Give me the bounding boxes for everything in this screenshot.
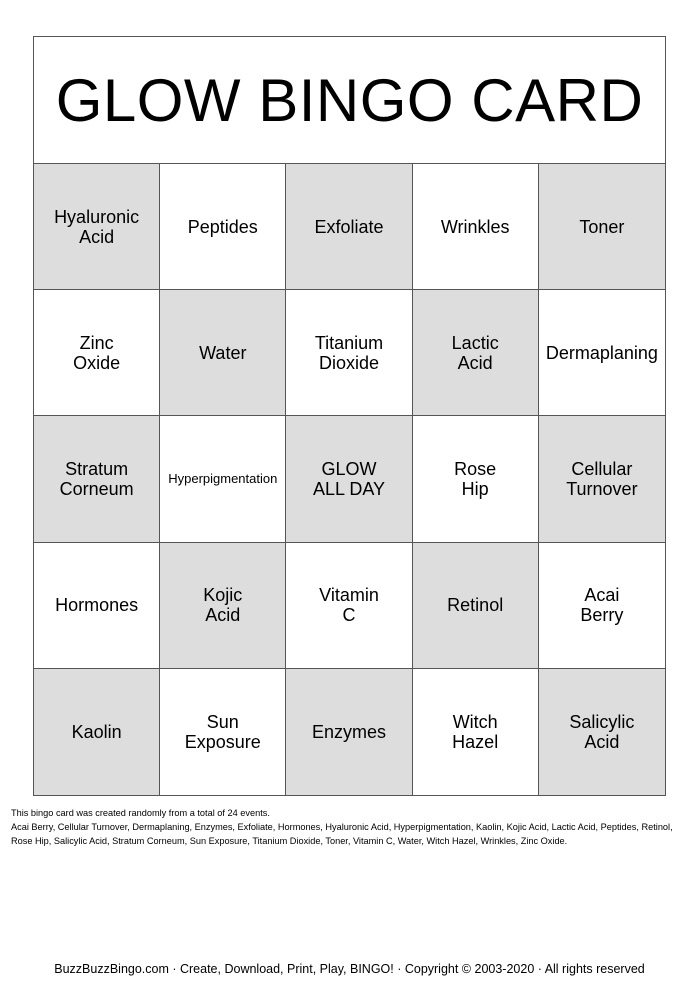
site-footer: BuzzBuzzBingo.com · Create, Download, Print, Play, BINGO! · Copyright © 2003-2020 · All rights reserved	[54, 962, 645, 976]
bingo-cell	[286, 164, 412, 290]
cell-label: Lactic Acid	[451, 332, 499, 373]
cell-label: Wrinkles	[440, 216, 510, 237]
bingo-cell	[160, 416, 286, 542]
cell-label: Acai Berry	[580, 585, 624, 626]
bingo-cell-center	[286, 416, 412, 542]
cell-label: Kaolin	[71, 721, 122, 742]
cell-label: Stratum Corneum	[59, 458, 134, 499]
cell-label: Retinol	[447, 595, 504, 616]
cell-label: Rose Hip	[454, 458, 497, 499]
cell-label: Peptides	[187, 216, 258, 237]
bingo-cell	[34, 290, 160, 416]
cell-label: Witch Hazel	[452, 711, 499, 752]
bingo-grid	[34, 164, 665, 795]
bingo-cell	[413, 290, 539, 416]
bingo-cell	[34, 164, 160, 290]
cell-label: Hyaluronic Acid	[54, 206, 140, 247]
bingo-cell	[539, 669, 665, 795]
bingo-cell	[539, 164, 665, 290]
cell-label: Cellular Turnover	[566, 458, 638, 499]
cell-label: Water	[199, 342, 247, 363]
cell-label: Enzymes	[311, 721, 386, 742]
bingo-cell	[413, 543, 539, 669]
card-info-note	[11, 806, 691, 848]
bingo-cell	[34, 543, 160, 669]
bingo-cell	[286, 669, 412, 795]
note-summary: This bingo card was created randomly from a total of 24 events.	[11, 808, 270, 818]
cell-label: Titanium Dioxide	[314, 332, 384, 373]
cell-label: Exfoliate	[314, 216, 384, 237]
bingo-cell	[160, 543, 286, 669]
bingo-cell	[413, 416, 539, 542]
cell-label: Zinc Oxide	[73, 332, 121, 373]
bingo-cell	[34, 669, 160, 795]
bingo-cell	[160, 164, 286, 290]
cell-label: GLOW ALL DAY	[312, 458, 386, 499]
cell-label: Hyperpigmentation	[168, 470, 278, 486]
bingo-cell	[413, 164, 539, 290]
bingo-cell	[539, 543, 665, 669]
bingo-cell	[539, 290, 665, 416]
card-title: GLOW BINGO CARD	[34, 37, 665, 164]
cell-label: Kojic Acid	[203, 585, 243, 626]
note-event-list: Acai Berry, Cellular Turnover, Dermaplaning, Enzymes, Exfoliate, Hormones, Hyaluronic Acid, Hyperpigmentation, Kaolin, Kojic Acid, Lactic Acid, Peptides, Retinol, Rose Hip, Salicylic Acid, Stratum Corneum, Sun Exposure, Titanium Dioxide, Toner, Vitamin C, Water, Witch Hazel, Wrinkles, Zinc Oxide.	[11, 822, 673, 846]
bingo-cell	[413, 669, 539, 795]
cell-label: Vitamin C	[319, 585, 379, 626]
bingo-cell	[160, 290, 286, 416]
bingo-cell	[286, 290, 412, 416]
cell-label: Toner	[579, 216, 625, 237]
bingo-card	[33, 36, 666, 796]
bingo-cell	[34, 416, 160, 542]
cell-label: Salicylic Acid	[569, 711, 635, 752]
cell-label: Hormones	[55, 595, 139, 616]
bingo-cell	[286, 543, 412, 669]
cell-label: Dermaplaning	[545, 342, 658, 363]
bingo-cell	[539, 416, 665, 542]
cell-label: Sun Exposure	[184, 711, 261, 752]
bingo-cell	[160, 669, 286, 795]
